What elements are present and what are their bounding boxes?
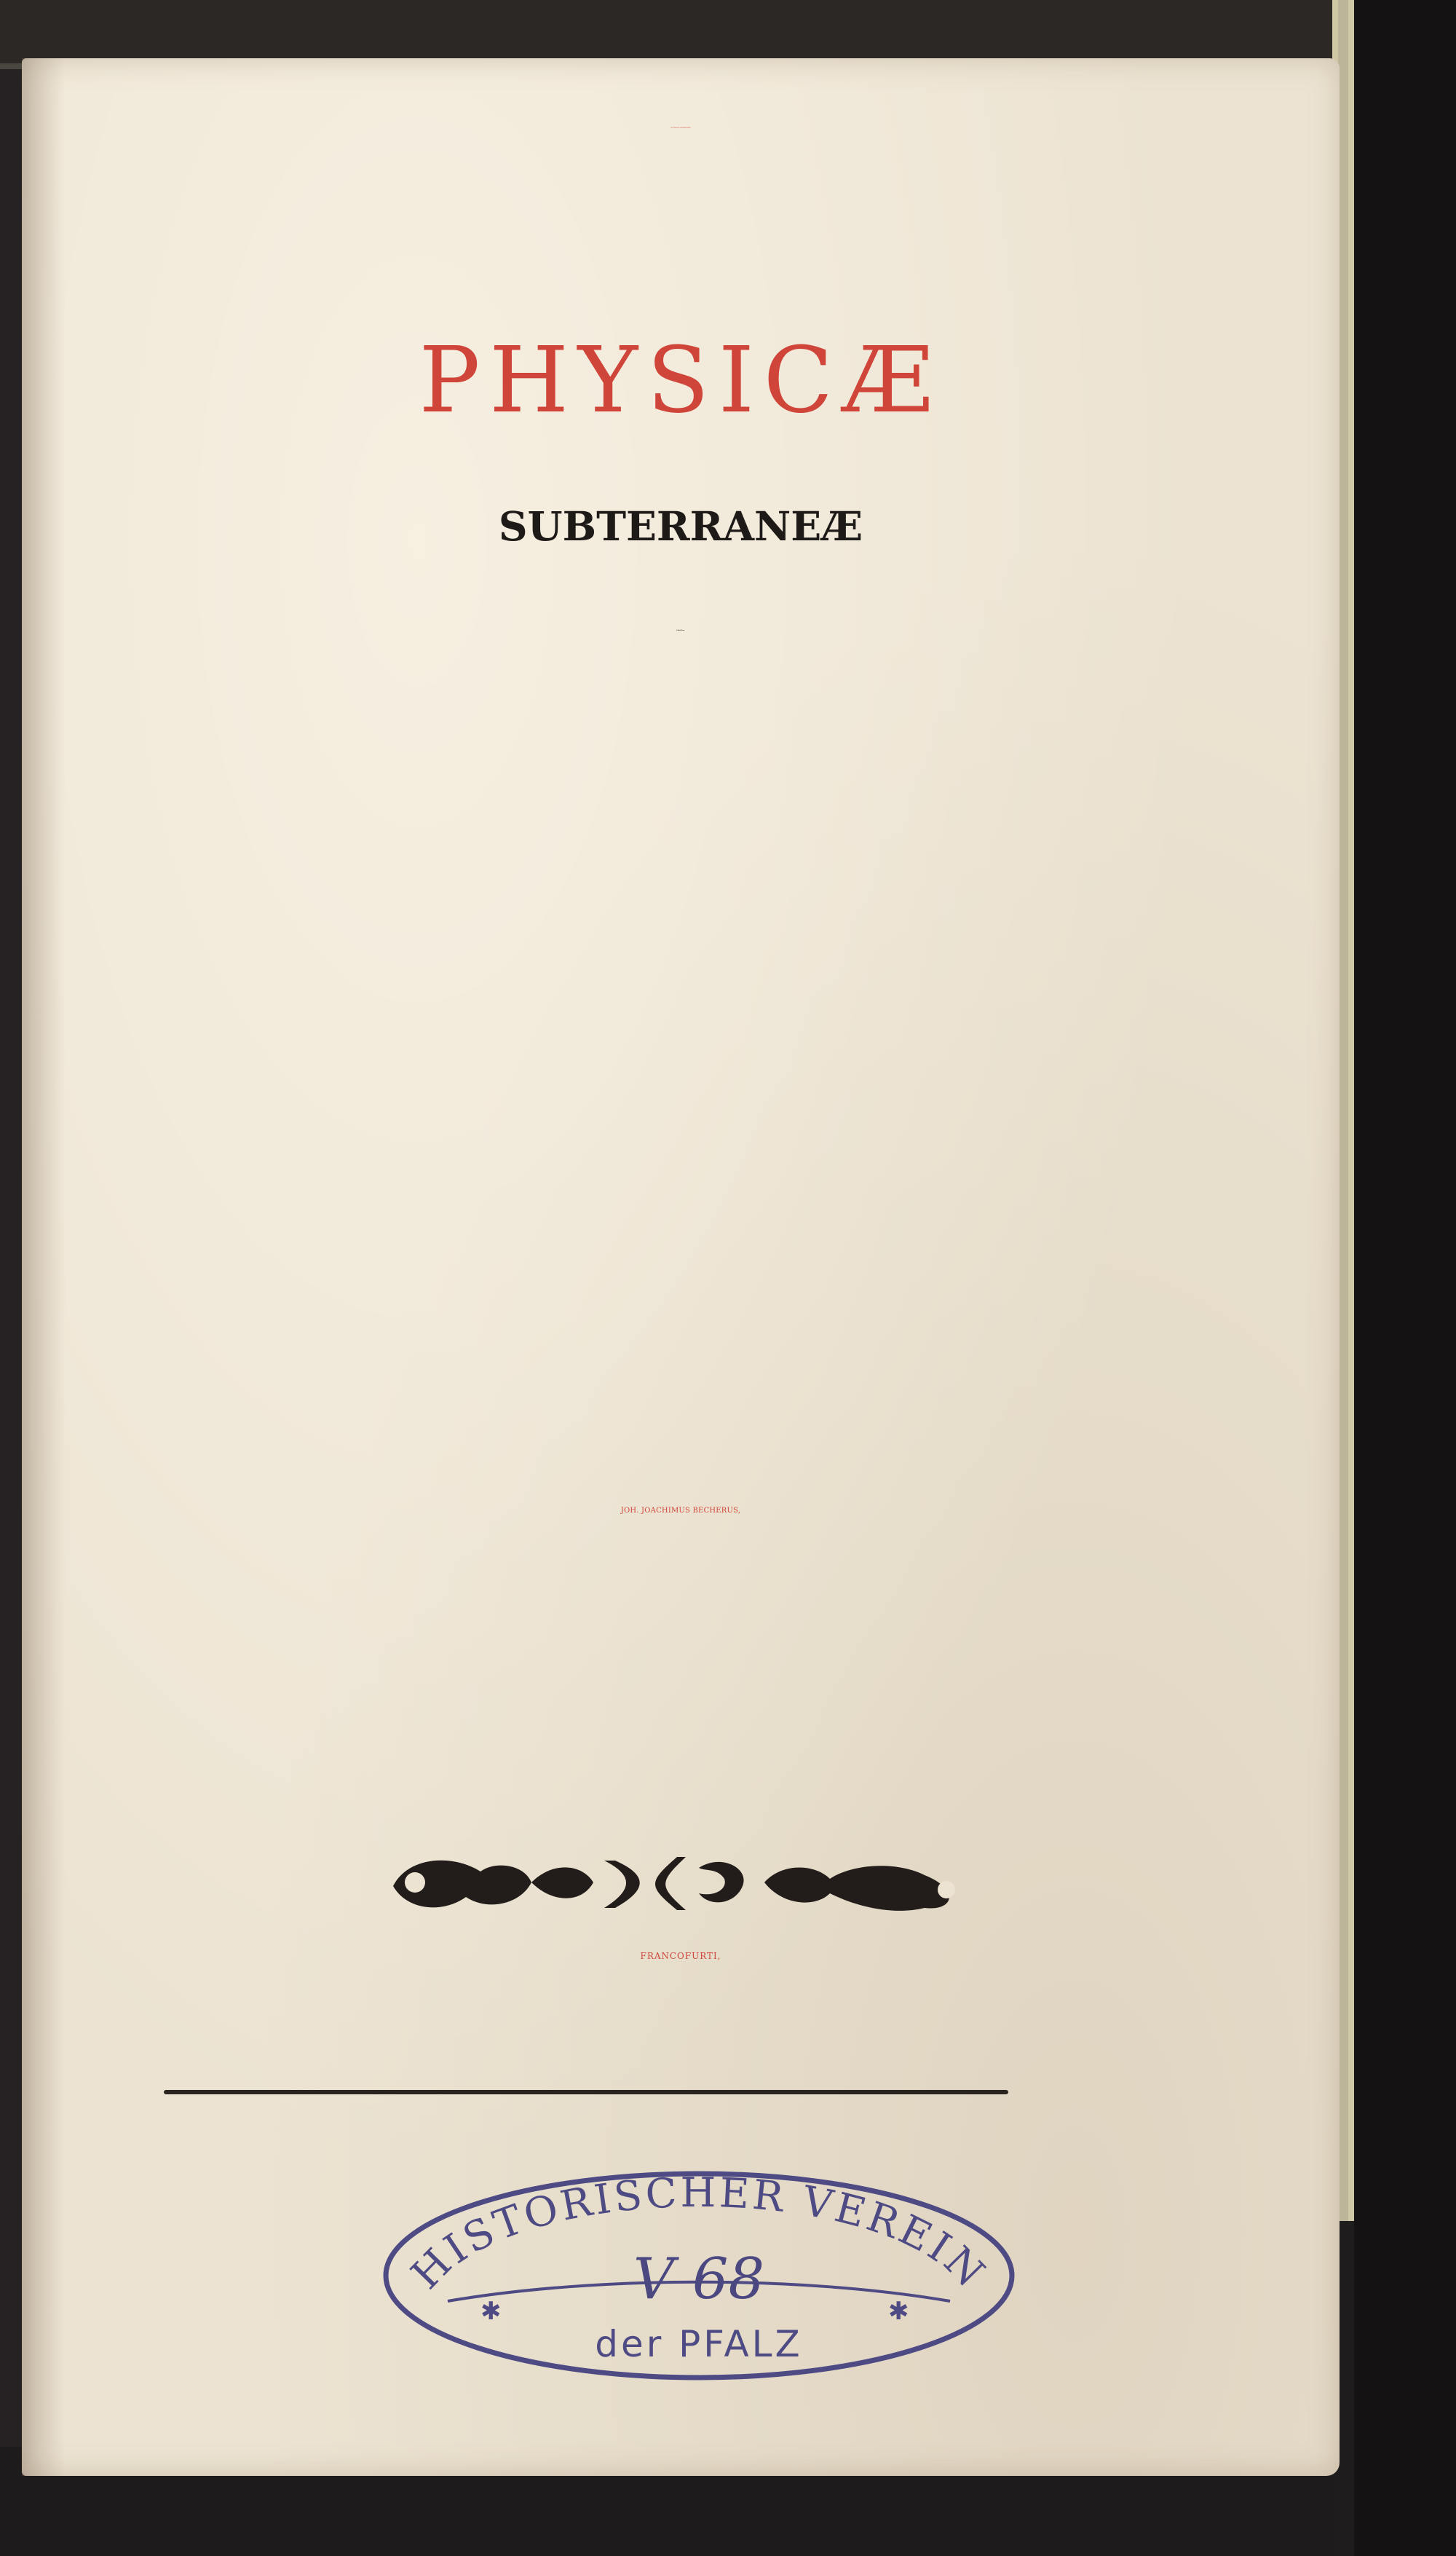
stamp-star-right-icon: ✱ bbox=[888, 2297, 909, 2326]
stamp-star-left-icon: ✱ bbox=[480, 2297, 502, 2326]
stamp-shelfmark: V 68 bbox=[633, 2247, 765, 2312]
printers-ornament-icon bbox=[386, 1846, 976, 1919]
volume-line: Libri Duo, bbox=[676, 630, 685, 631]
series-title: ACTORUM LABORATORII bbox=[670, 127, 691, 129]
imprint-rule bbox=[164, 2090, 1008, 2094]
main-title-line-1: PHYSICÆ bbox=[419, 328, 943, 433]
stamp-bottom-text: der PFALZ bbox=[595, 2323, 803, 2365]
left-background bbox=[0, 0, 22, 2556]
stamp-arc-text: HISTORISCHER VEREIN bbox=[402, 2169, 996, 2299]
right-background bbox=[1354, 0, 1456, 2556]
title-page bbox=[22, 58, 1340, 2476]
library-stamp bbox=[379, 2166, 1019, 2385]
main-title-line-2: SUBTERRANEÆ bbox=[498, 502, 863, 550]
place-of-publication: FRANCOFURTI, bbox=[640, 1951, 721, 1961]
author-name: JOH. JOACHIMUS BECHERUS, bbox=[620, 1507, 741, 1515]
